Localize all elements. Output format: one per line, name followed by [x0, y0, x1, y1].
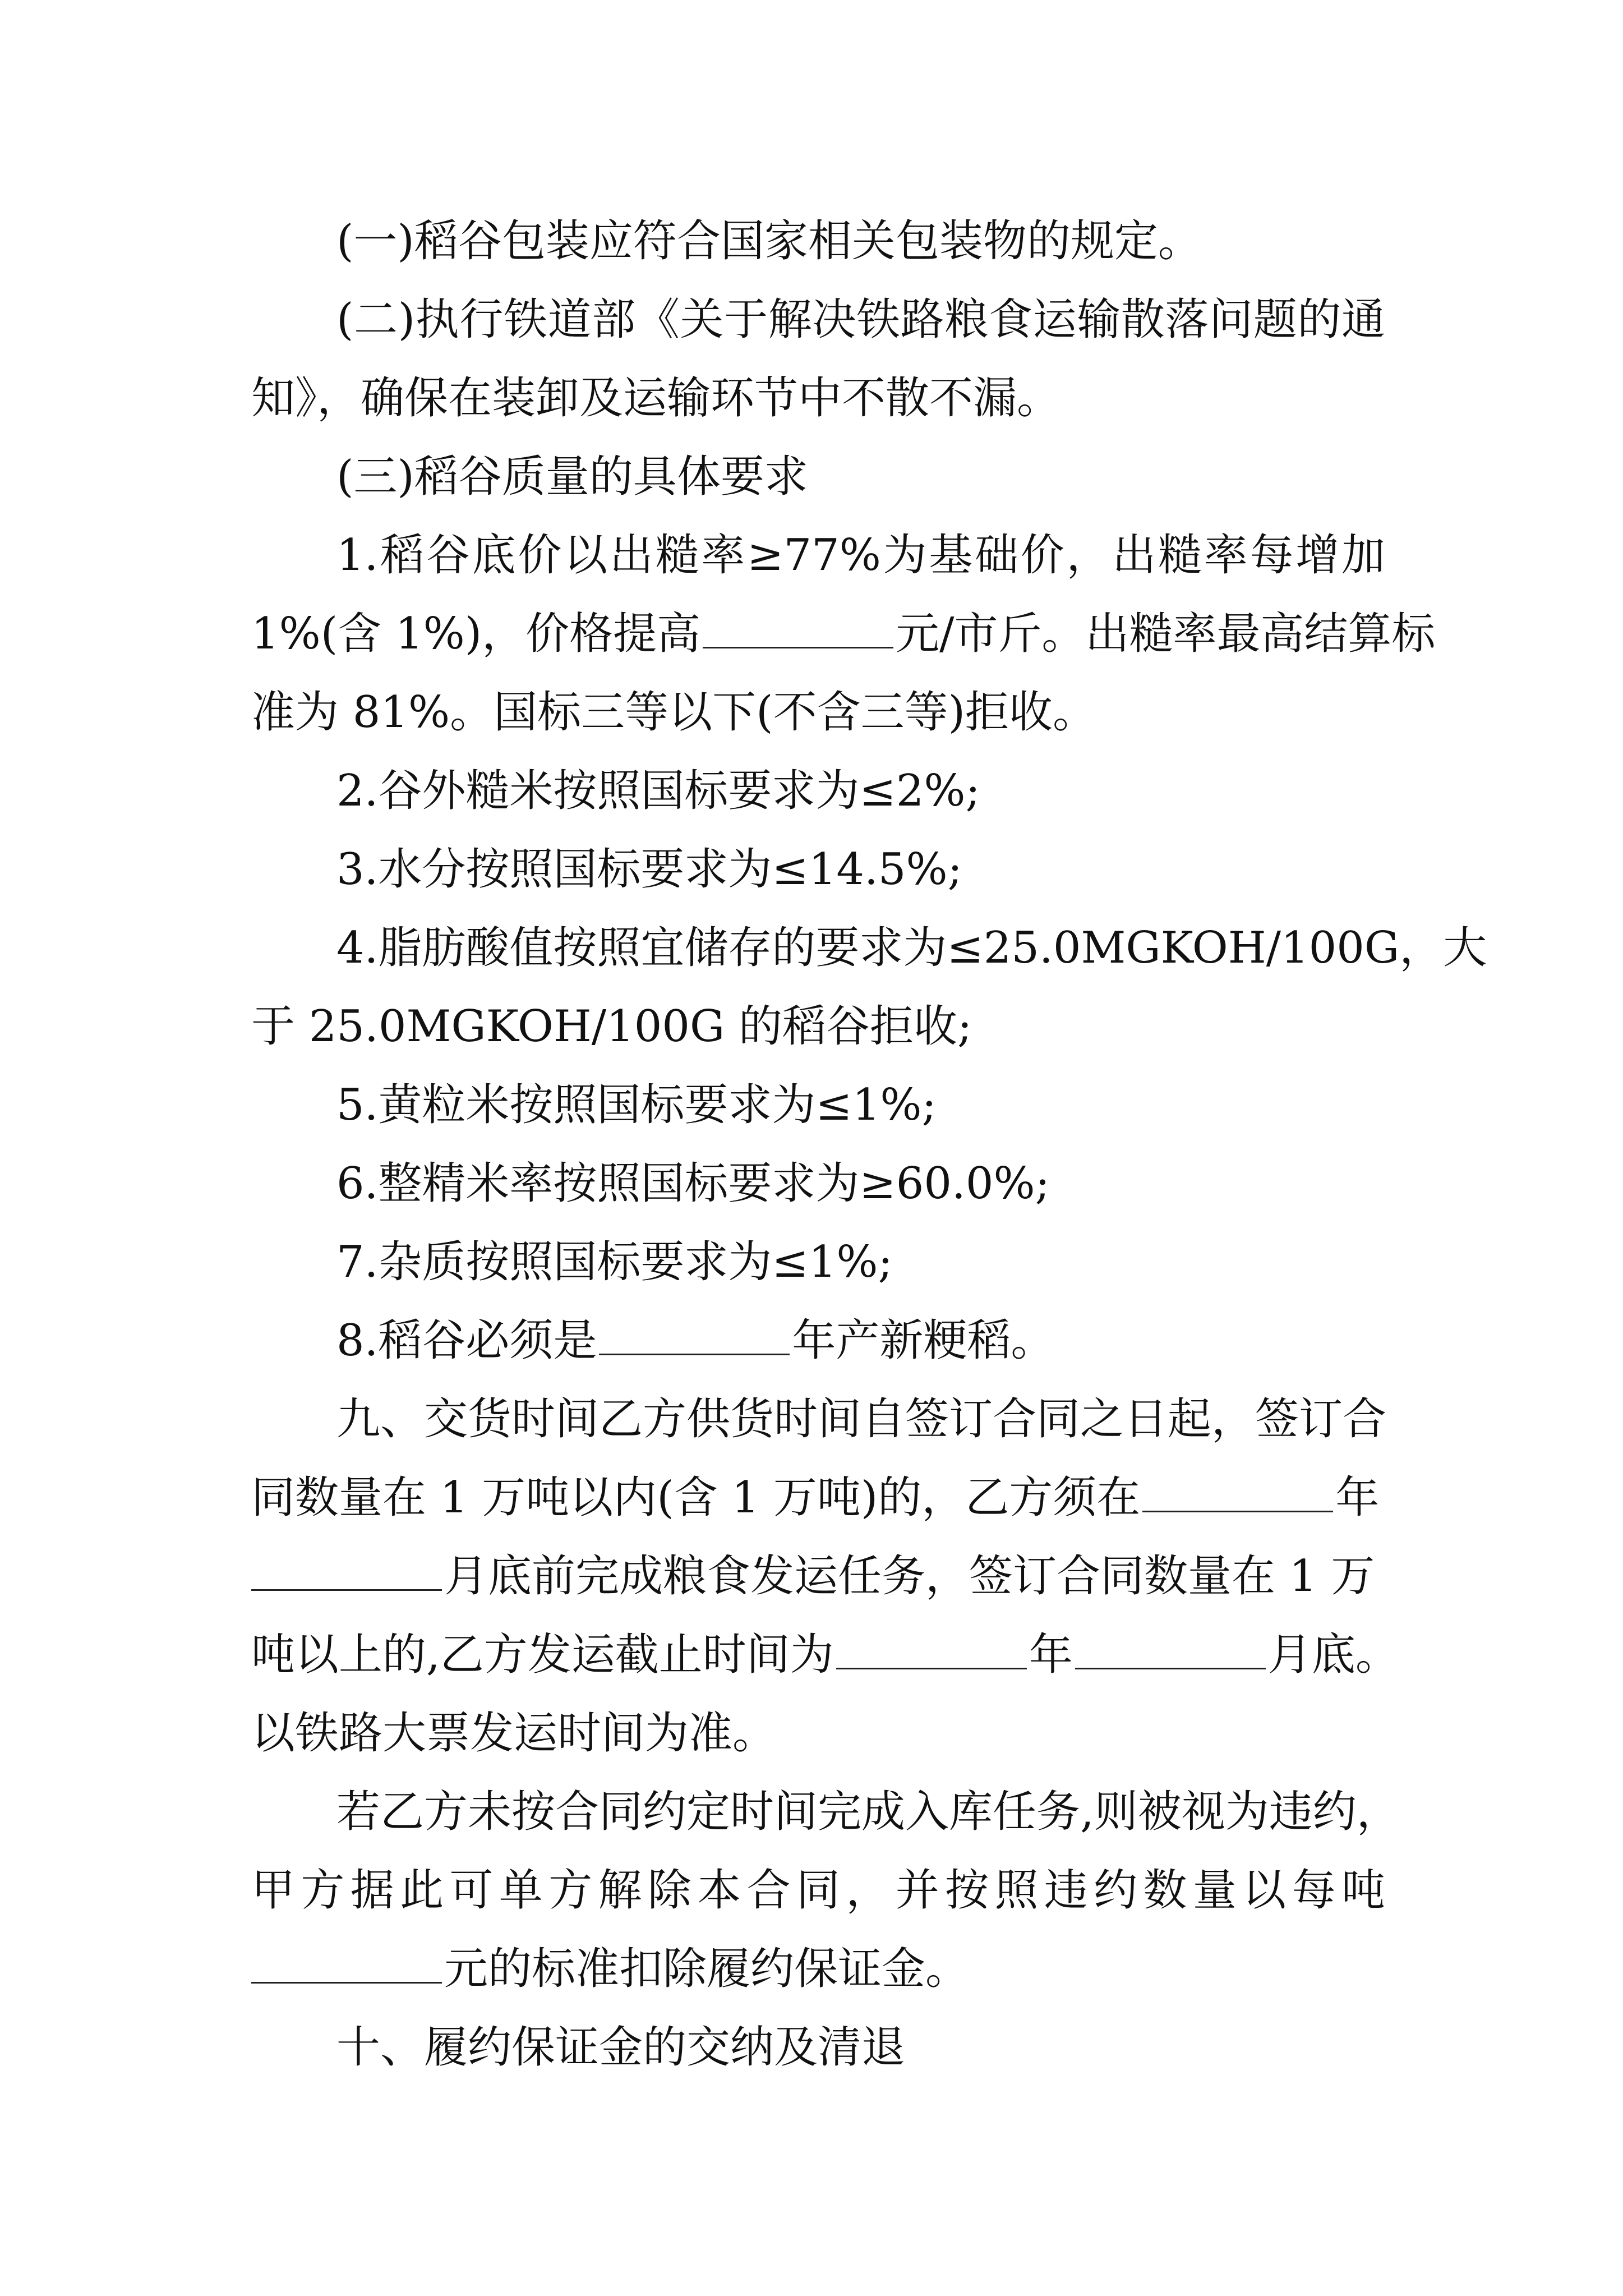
requirement-1-cont2: 准为 81%。国标三等以下(不含三等)拒收。 [251, 687, 1097, 738]
requirement-1-text-a: 1%(含 1%)，价格提高 [251, 609, 701, 659]
requirement-7: 7.杂质按照国标要求为≤1%; [336, 1237, 893, 1287]
blank-deadline-month-1 [251, 1550, 442, 1591]
breach-paragraph-cont2 [251, 1930, 969, 2008]
breach-paragraph: 若乙方未按合同约定时间完成入库任务,则被视为违约， [336, 1787, 1400, 1837]
requirement-4-cont: 于 25.0MGKOH/100G 的稻谷拒收; [251, 1001, 972, 1052]
requirement-1-text-b: 元/市斤。出糙率最高结算标 [896, 609, 1436, 659]
requirement-2: 2.谷外糙米按照国标要求为≤2%; [336, 766, 980, 816]
clause-9-cont2 [251, 1537, 1385, 1616]
requirement-1-cont [251, 595, 1436, 673]
requirement-6: 6.整精米率按照国标要求为≥60.0%; [336, 1158, 1050, 1209]
requirement-8 [336, 1301, 1054, 1380]
clause-9-text-c: 月底前完成粮食发运任务，签订合同数量在 1 万 [444, 1551, 1375, 1602]
clause-9-text-a: 同数量在 1 万吨以内(含 1 万吨)的，乙方须在 [251, 1473, 1141, 1523]
blank-deadline-year-2 [836, 1628, 1027, 1669]
blank-deadline-year-1 [1142, 1471, 1333, 1512]
section-heading-quality: (三)稻谷质量的具体要求 [336, 452, 808, 502]
requirement-5: 5.黄粒米按照国标要求为≤1%; [336, 1080, 937, 1130]
requirement-4: 4.脂肪酸值按照宜储存的要求为≤25.0MGKOH/100G，大 [336, 923, 1487, 973]
clause-9-cont [251, 1458, 1385, 1537]
clause-10-heading: 十、履约保证金的交纳及清退 [336, 2022, 906, 2073]
requirement-3: 3.水分按照国标要求为≤14.5%; [336, 844, 962, 895]
paragraph-packaging-1: (一)稻谷包装应符合国家相关包装物的规定。 [336, 216, 1202, 266]
clause-9-text-b: 年 [1335, 1473, 1380, 1523]
requirement-8-text-b: 年产新粳稻。 [792, 1315, 1055, 1366]
clause-9-cont3 [251, 1616, 1399, 1694]
paragraph-packaging-2: (二)执行铁道部《关于解决铁路粮食运输散落问题的通 [336, 295, 1385, 345]
clause-9-text-f: 月底。 [1267, 1630, 1399, 1680]
breach-text-end: 元的标准扣除履约保证金。 [444, 1944, 970, 1994]
requirement-1: 1.稻谷底价以出糙率≥77%为基础价，出糙率每增加 [336, 530, 1385, 581]
blank-harvest-year [599, 1314, 790, 1355]
blank-deduction-amount [251, 1943, 442, 1984]
blank-deadline-month-2 [1075, 1628, 1266, 1669]
requirement-8-text-a: 8.稻谷必须是 [336, 1315, 597, 1366]
paragraph-packaging-2-cont: 知》，确保在装卸及运输环节中不散不漏。 [251, 373, 1061, 424]
clause-9-cont4: 以铁路大票发运时间为准。 [251, 1708, 777, 1759]
clause-9: 九、交货时间乙方供货时间自签订合同之日起，签订合 [336, 1394, 1387, 1444]
breach-paragraph-cont: 甲方据此可单方解除本合同，并按照违约数量以每吨 [251, 1865, 1385, 1916]
clause-9-text-e: 年 [1029, 1630, 1073, 1680]
clause-9-text-d: 吨以上的,乙方发运截止时间为 [251, 1630, 834, 1680]
blank-price-increase [703, 608, 893, 648]
